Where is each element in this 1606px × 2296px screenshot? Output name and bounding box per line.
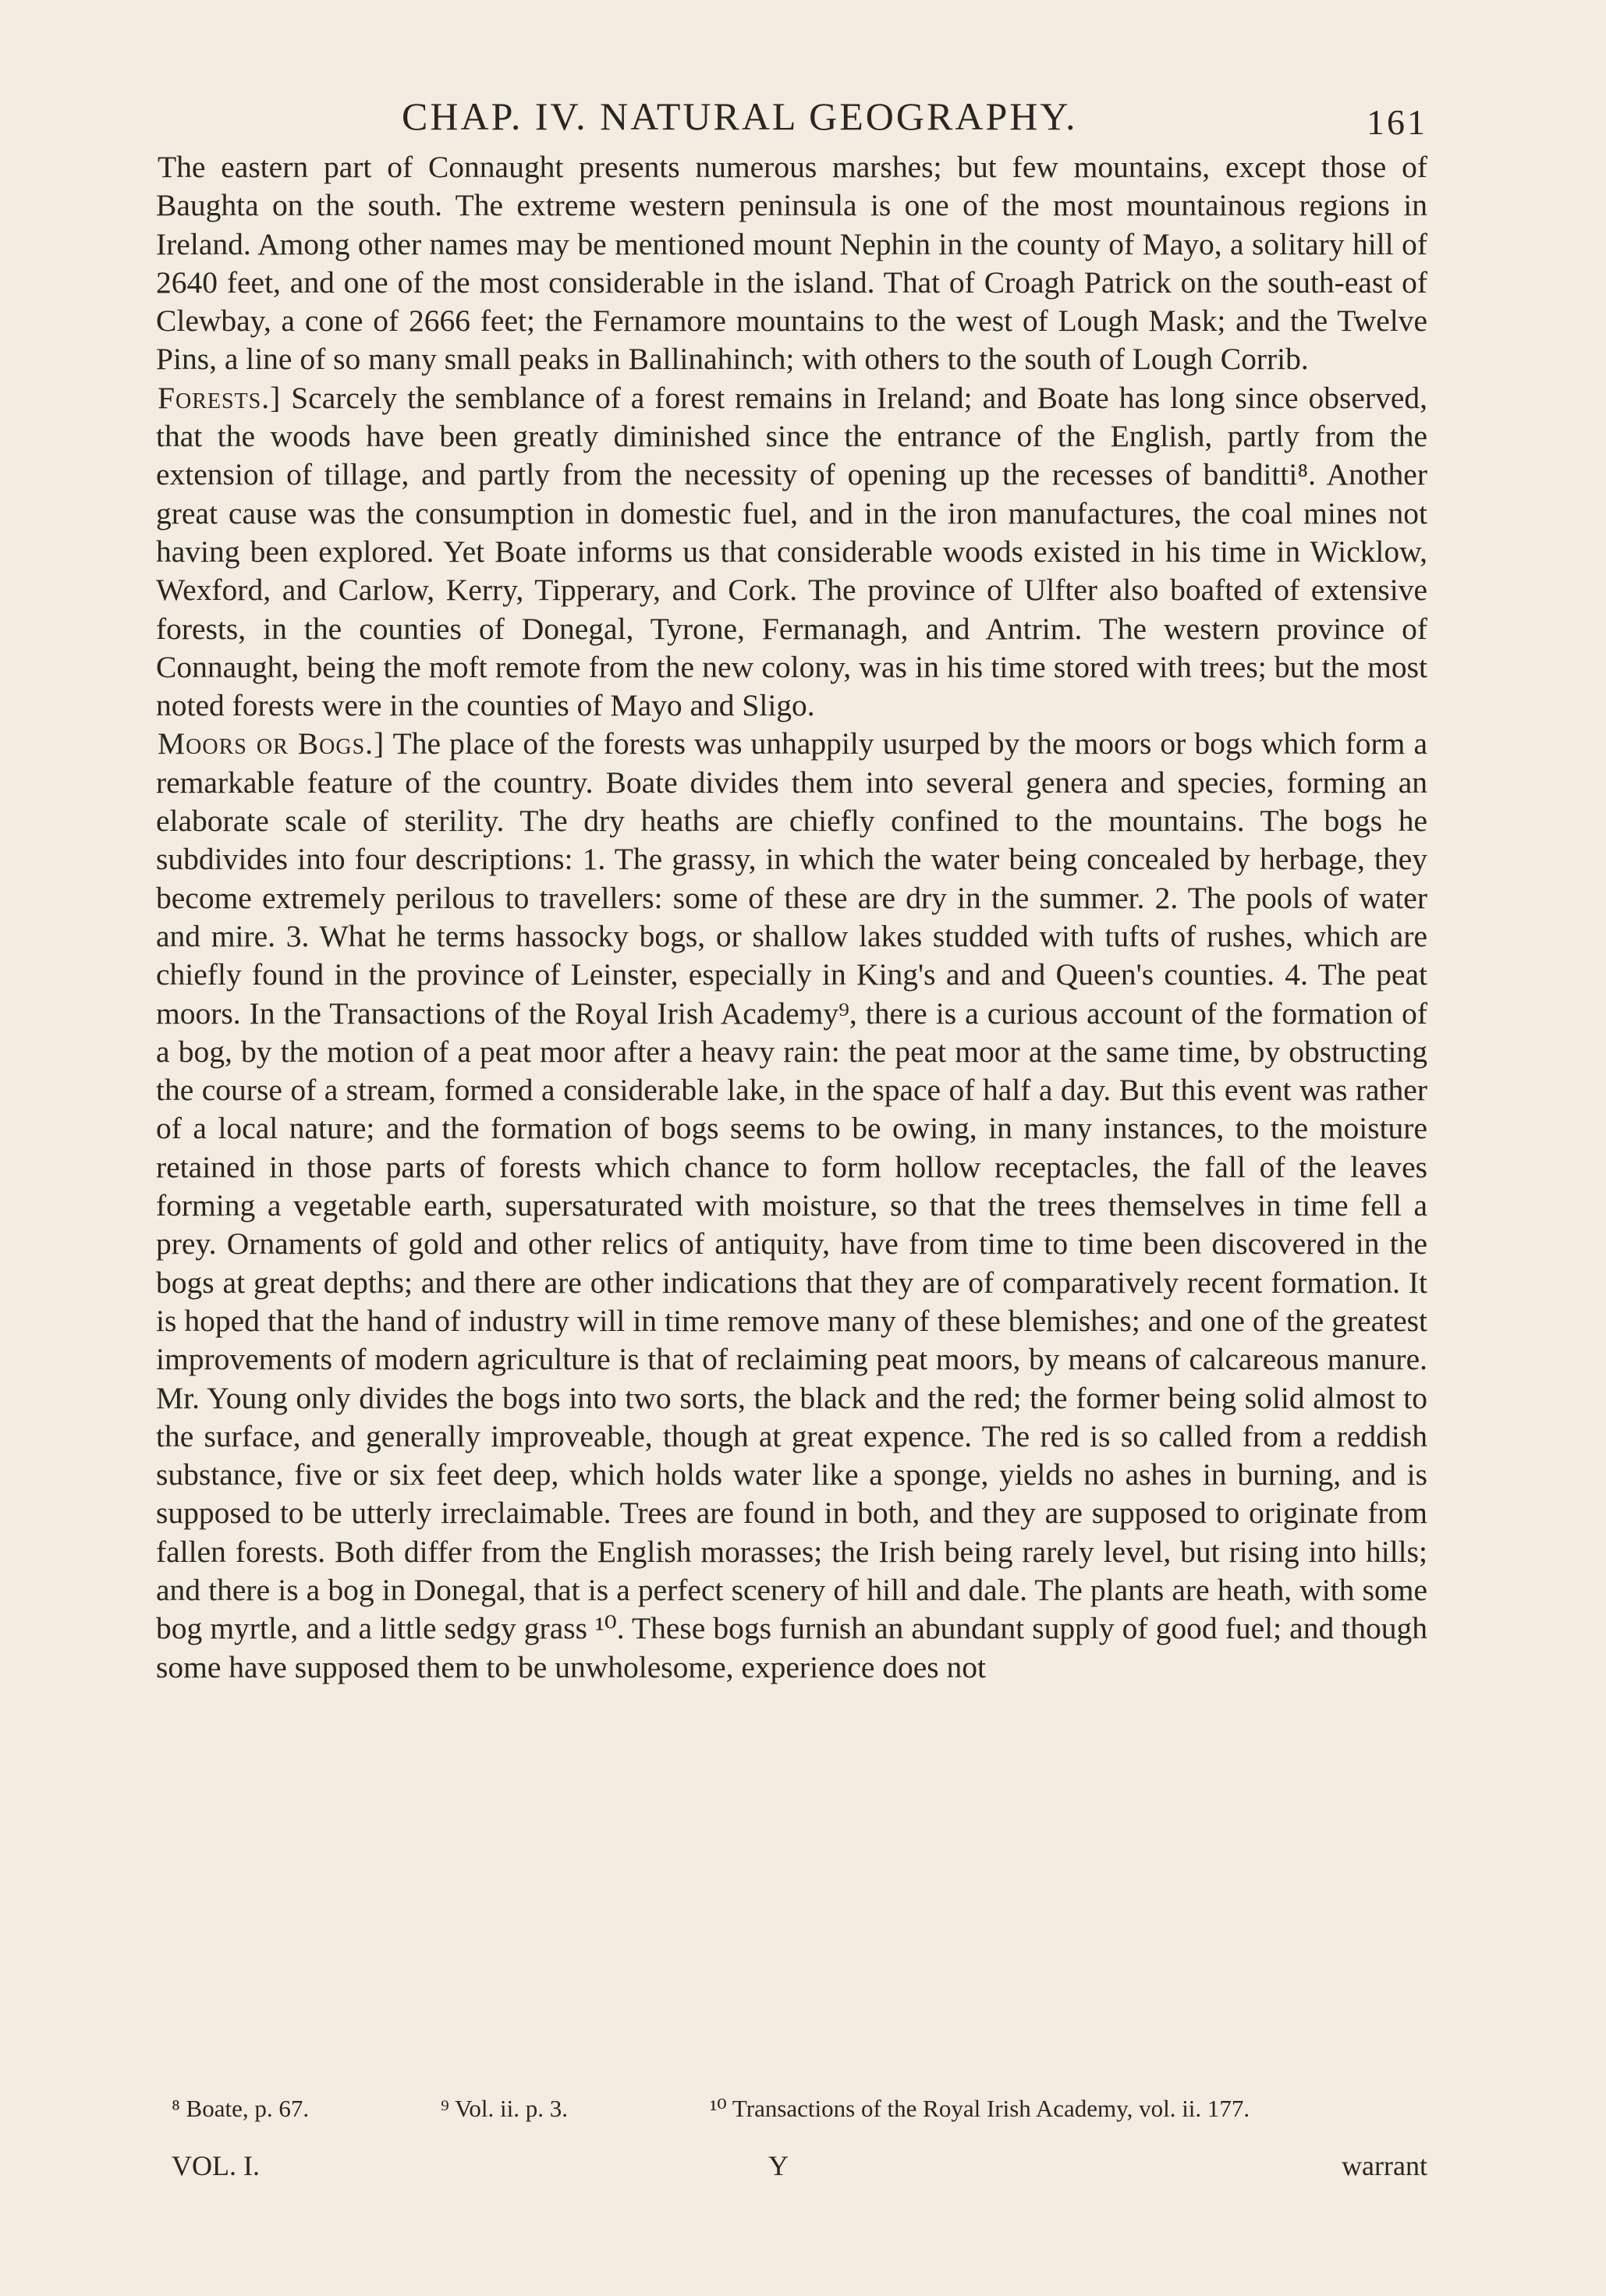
signature-mark: Y xyxy=(768,2150,789,2181)
paragraph-connaught: The eastern part of Connaught presents numerous marshes; but few mountains, except those of Baughta on the south. The extreme western peninsula is one of the most mountainous regions in Ireland. Among other names may be mentioned mount Nephin in the county of Mayo, a solitary hill of 2640 feet, and one of the most considerable in the island. That of Croagh Patrick on the south-east of Clewbay, a cone of 2666 feet; the Fernamore mountains to the west of Lough Mask; and the Twelve Pins, a line of so many small peaks in Ballinahinch; with others to the south of Lough Corrib. xyxy=(156,150,1427,377)
chapter-title: CHAP. IV. NATURAL GEOGRAPHY. xyxy=(402,94,1078,138)
paragraph-bogs-text: The place of the forests was unhappily usurped by the moors or bogs which form a remarkable feature of the country. Boate divides them into several genera and species, forming an elaborate scale of sterility. The dry heaths are chiefly confined to the mountains. The bogs he subdivides into four descriptions: 1. The grassy, in which the water being concealed by herbage, they become extremely perilous to travellers: some of these are dry in the summer. 2. The pools of water and mire. 3. What he terms hassocky bogs, or shallow lakes studded with tufts of rushes, which are chiefly found in the province of Leinster, especially in King's and and Queen's counties. 4. The peat moors. In the Transactions of the Royal Irish Academy⁹, there is a curious account of the formation of a bog, by the motion of a peat moor after a heavy rain: the peat moor at the same time, by obstructing the course of a stream, formed a considerable lake, in the space of half a day. But this event was rather of a local nature; and the formation of bogs seems to be owing, in many instances, to the moisture retained in those parts of forests which chance to form hollow receptacles, the fall of the leaves forming a vegetable earth, supersaturated with moisture, so that the trees themselves in time fell a prey. Ornaments of gold and other relics of antiquity, have from time to time been discovered in the bogs at great depths; and there are other indications that they are of comparatively recent formation. It is hoped that the hand of industry will in time remove many of these blemishes; and one of the greatest improvements of modern agriculture is that of reclaiming peat moors, by means of calcareous manure. Mr. Young only divides the bogs into two sorts, the black and the red; the former being solid almost to the surface, and generally improveable, though at great expence. The red is so called from a reddish substance, five or six feet deep, which holds water like a sponge, yields no ashes in burning, and is supposed to be utterly irreclaimable. Trees are found in both, and they are supposed to originate from fallen forests. Both differ from the English morasses; the Irish being rarely level, but rising into hills; and there is a bog in Donegal, that is a perfect scenery of hill and dale. The plants are heath, with some bog myrtle, and a little sedgy grass ¹⁰. These bogs furnish an abundant supply of good fuel; and though some have supposed them to be unwholesome, experience does not xyxy=(156,726,1427,1684)
footnote-8: ⁸ Boate, p. 67. xyxy=(172,2095,310,2122)
running-header xyxy=(156,86,1427,148)
section-heading-bogs: Moors or Bogs.] xyxy=(158,726,385,761)
paragraph-bogs xyxy=(156,725,1427,1686)
footnote-10: ¹⁰ Transactions of the Royal Irish Academy, vol. ii. 177. xyxy=(710,2095,1250,2122)
book-page xyxy=(156,86,1427,1687)
page-footer xyxy=(156,2149,1427,2192)
paragraph-forests-text: Scarcely the semblance of a forest remains in Ireland; and Boate has long since observed, that the woods have been greatly diminished since the entrance of the English, partly from the extension of tillage, and partly from the necessity of opening up the recesses of banditti⁸. Another great cause was the consumption in domestic fuel, and in the iron manufactures, the coal mines not having been explored. Yet Boate informs us that considerable woods existed in his time in Wicklow, Wexford, and Carlow, Kerry, Tipperary, and Cork. The province of Ulfter also boafted of extensive forests, in the counties of Donegal, Tyrone, Fermanagh, and Antrim. The western province of Connaught, being the moft remote from the new colony, was in his time stored with trees; but the most noted forests were in the counties of Mayo and Sligo. xyxy=(156,380,1427,723)
paragraph-forests xyxy=(156,379,1427,726)
footnotes xyxy=(156,2095,1427,2134)
page-number: 161 xyxy=(1367,102,1427,142)
catchword: warrant xyxy=(1342,2150,1427,2181)
footnote-9: ⁹ Vol. ii. p. 3. xyxy=(441,2095,568,2122)
volume-mark: VOL. I. xyxy=(172,2150,260,2181)
section-heading-forests: Forests.] xyxy=(158,380,282,415)
